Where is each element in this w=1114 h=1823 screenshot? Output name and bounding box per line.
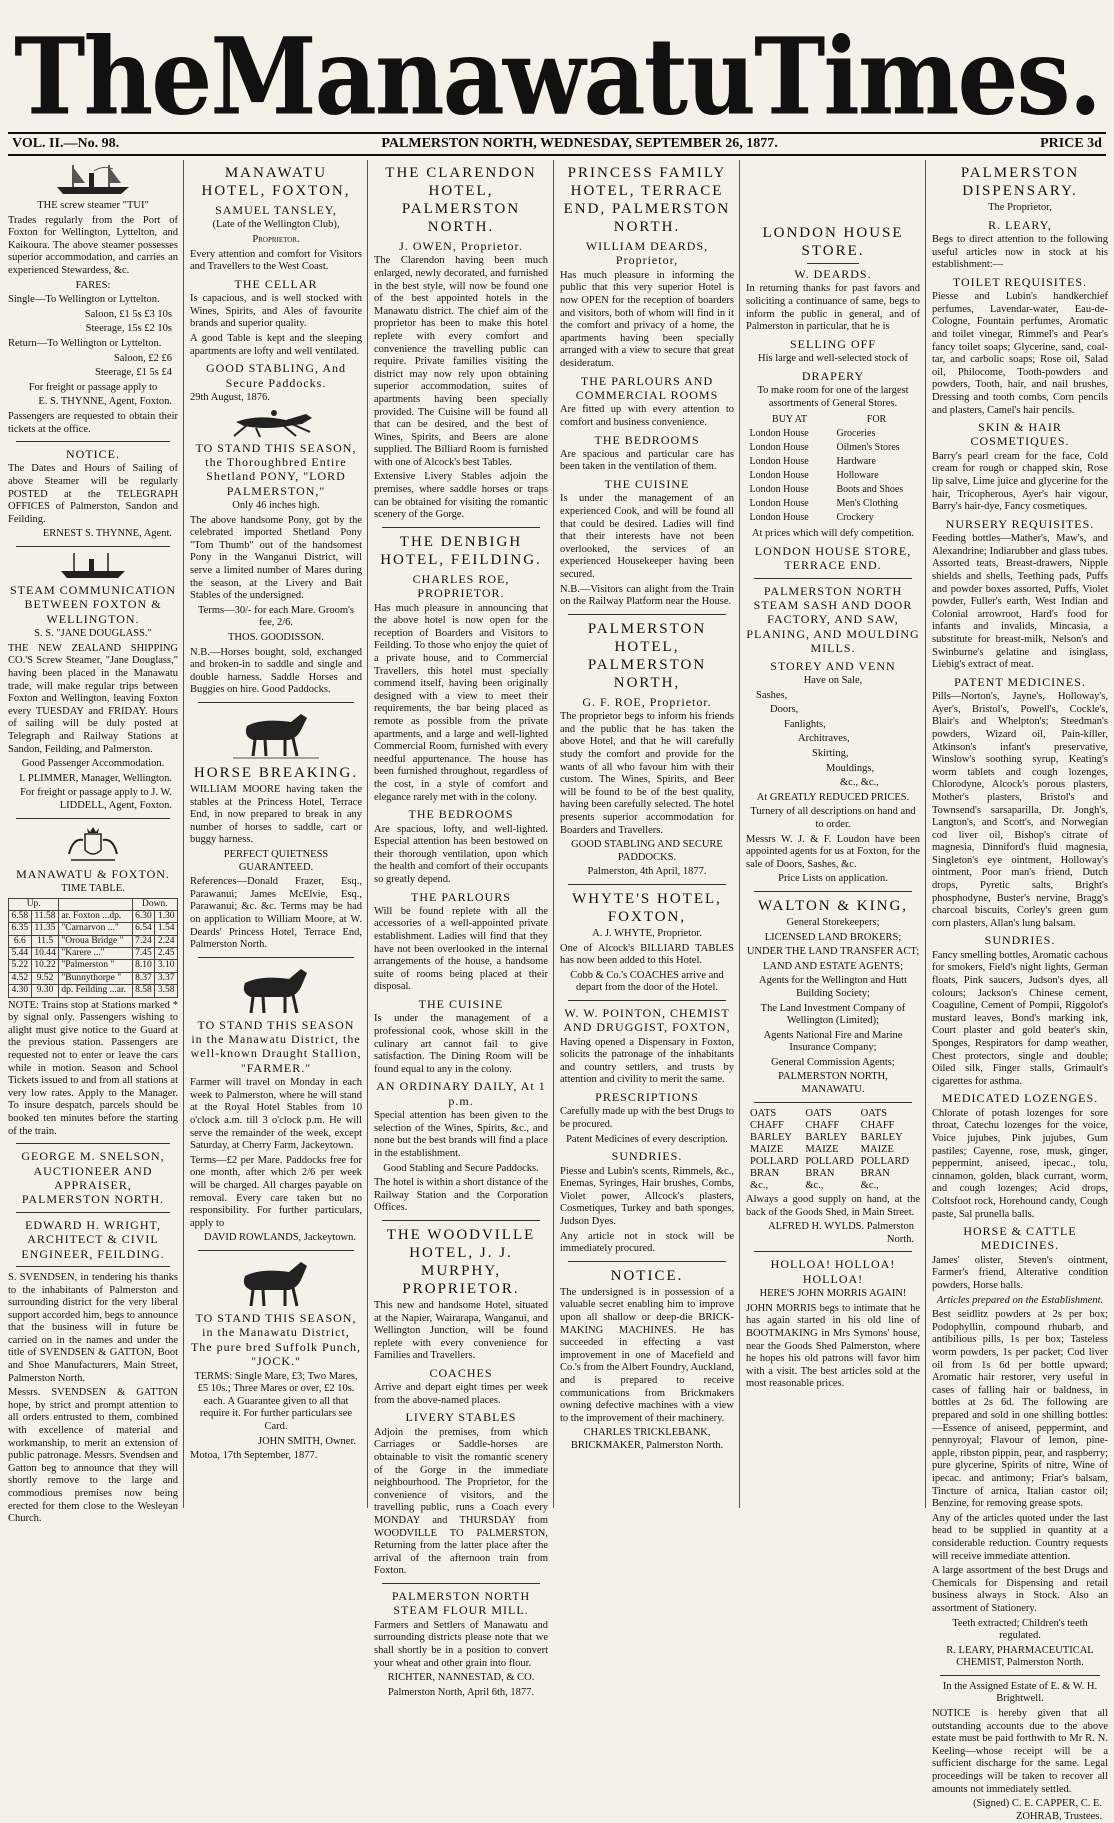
sundries-body: Fancy smelling bottles, Aromatic cachous for smokers, Field's night lights, German floats, Pink saucers, Judson's dyes, all colours; Jackson's Chinese cement, Coaguline, Cement of Pompii, Riggolot's mustard leaves, Bond's marking ink, Court plaster and gold beater's skin, Sponges, Respirators for damp weather, Chest protectors, single and double; Oiled silk, Finger stalls, Grimault's cigarettes for asthma. [932, 949, 1108, 1087]
list-item: Agents National Fire and Marine Insurance Company; [763, 1029, 903, 1054]
cellar-body: Is capacious, and is well stocked with Wines, Spirits, and Ales of favourite brands and superior quality. [190, 293, 362, 330]
turnery-note: Turnery of all descriptions on hand and to order. [750, 806, 916, 830]
list-item: London House [749, 470, 809, 482]
list-item: LICENSED LAND BROKERS; [764, 931, 902, 943]
stallion-icon [231, 963, 321, 1015]
attention-note: Every attention and comfort for Visitors and Travellers to the West Coast. [190, 248, 362, 273]
draught-horse-icon [231, 708, 321, 760]
sundries-body: Piesse and Lubin's scents, Rimmels, &c., Enemas, Syringes, Hair brushes, Combs, Violet power, Allcock's plasters, Cosmetiques, Turkey and bath sponges, Judson Dyes. [560, 1165, 734, 1227]
prices-note: To make room for one of the largest assortments of General Stores. [757, 385, 909, 409]
cobb-note: Cobb & Co.'s COACHES arrive and depart from the door of the Hotel. [570, 969, 724, 994]
list-item: &c., &c., [840, 777, 879, 789]
sundries-title: SUNDRIES. [611, 1149, 683, 1164]
bedrooms-body: Are spacious and particular care has been taken in the ventilation of them. [560, 448, 734, 473]
column-rule [367, 160, 368, 1508]
price: PRICE 3d [1040, 136, 1102, 151]
sundries-title: SUNDRIES. [984, 933, 1056, 948]
tricklebank-signature: CHARLES TRICKLEBANK, BRICKMAKER, Palmerston North. [570, 1427, 724, 1451]
list-item: UNDER THE LAND TRANSFER ACT; [746, 946, 920, 958]
london-house-list [746, 412, 920, 526]
fare-line: Steerage, 15s £2 10s [85, 323, 172, 335]
fare-line: Single—To Wellington or Lyttelton. [8, 294, 160, 306]
skin-title: SKIN & HAIR COSMETIQUES. [970, 420, 1070, 449]
masthead-word-the: The [14, 14, 211, 139]
dispensary-body: Begs to direct attention to the following useful articles now in stock at his establishment:— [932, 233, 1108, 271]
divider [382, 1220, 540, 1221]
column-rule [553, 160, 554, 1508]
list-item: London House [749, 456, 809, 468]
railway-title: MANAWATU & FOXTON. [16, 866, 170, 881]
divider [568, 1261, 726, 1262]
ordinary-note: AN ORDINARY DAILY, At 1 p.m. [376, 1079, 546, 1108]
divider [807, 263, 859, 264]
cattle-title: HORSE & CATTLE MEDICINES. [963, 1224, 1077, 1253]
quantity-note: Any of the articles quoted under the last head to be supplied in quantity at a considerable reduction. Country requests will receive immediate attention. [932, 1512, 1108, 1562]
snelson-ad: GEORGE M. SNELSON, AUCTIONEER AND APPRAISER, PALMERSTON NORTH. [21, 1149, 165, 1207]
toilet-title: TOILET REQUISITES. [952, 274, 1088, 289]
column-5 [742, 160, 924, 1508]
pony-height: Only 46 inches high. [232, 500, 320, 512]
cattle-body: James' olister, Steven's ointment, Farmer's friend, Alterative condition powders, Horse balls. [932, 1254, 1108, 1292]
masthead-word-times: Times. [753, 14, 1100, 139]
owen-name: J. OWEN, Proprietor. [399, 239, 523, 253]
table-note: A good Table is kept and the sleeping apartments are lofty and well ventilated. [190, 332, 362, 357]
masthead [0, 0, 1114, 139]
princess-hotel-title: PRINCESS FAMILY HOTEL, TERRACE END, PALMERSTON NORTH. [563, 165, 731, 235]
table-row: 6.35 11.35 "Carnarvon ..." 6.54 1.54 [9, 923, 178, 935]
timetable-note: NOTE: Trains stop at Stations marked * by signal only. Passengers wishing to alight must give notice to the Guard at the previous station. Passengers are requested not to enter or leave the cars while in motion. Season and School Tickets issued to and from all stations at very low rates. Apply to the Manager. To insure despatch, parcels should be booked ten minutes before the starting of the train. [8, 999, 178, 1137]
divider [16, 1143, 170, 1144]
whytes-hotel-title: WHYTE'S HOTEL, FOXTON, [572, 890, 722, 925]
establishment-title: Articles prepared on the Establishment. [936, 1294, 1104, 1306]
teeth-note: Teeth extracted; Children's teeth regulated. [952, 1617, 1088, 1642]
divider [754, 1251, 912, 1252]
morris-title: HERE'S JOHN MORRIS AGAIN! [759, 1288, 907, 1300]
list-item: London House [749, 428, 809, 440]
list-item: London House [749, 442, 809, 454]
list-item: PALMERSTON NORTH, MANAWATU. [778, 1071, 888, 1096]
notice-title: NOTICE. [610, 1267, 684, 1284]
table-row: 4.52 9.52 "Bunnythorpe " 8.37 3.37 [9, 972, 178, 984]
sash-factory-title: PALMERSTON NORTH STEAM SASH AND DOOR FACTORY, AND SAW, PLANING, AND MOULDING MILLS. [746, 583, 920, 656]
nursery-title: NURSERY REQUISITES. [945, 516, 1095, 531]
palmerston-hotel-title: PALMERSTON HOTEL, PALMERSTON NORTH, [587, 620, 707, 691]
estate-notice: NOTICE is hereby given that all outstanding accounts due to the above estate must be paid forthwith to Mr R. N. Keeling—whose receipt will be a sufficient discharge for the same. Legal proceedings will be taken to recover all amounts not immediately settled. [932, 1708, 1108, 1795]
list-item: Have on Sale, [803, 675, 863, 687]
divider [568, 614, 726, 615]
coaches-title: COACHES [429, 1365, 493, 1380]
palmerston-stabling: GOOD STABLING AND SECURE PADDOCKS. [571, 839, 723, 863]
trustees-signature: (Signed) C. E. CAPPER, C. E. ZOHRAB, Trustees. [973, 1798, 1102, 1822]
cuisine-title: THE CUISINE [604, 477, 690, 492]
wright-ad: EDWARD H. WRIGHT, ARCHITECT & CIVIL ENGINEER, FEILDING. [21, 1217, 165, 1261]
denbigh-body: Has much pleasure in announcing that the above hotel is now open for the reception of Boarders and Visitors to Feilding. To those who enjoy the quiet of a private house, and to Commercial Travellers, this hotel must specially commend itself, having been originally designed with a view to meet their requirements, the bar being placed as remote as possible from the private apartments, and a large and well-lighted Commercial Room, furnished with every needful appurtenance. The house has been furnished throughout, regardless of the cost, in a style of comfort and elegance rarely met with in the colony. [374, 602, 548, 803]
nz-shipping-body: THE NEW ZEALAND SHIPPING CO.'S Screw Steamer, "Jane Douglass," having been placed in the Manawatu trade, will make regular trips between Foxton and Wellington, leaving Foxton every TUESDAY and FRIDAY. Hours of sailing will be duly posted at Telegraph and Railway Stations at Sandon, Feilding, and Palmerston. [8, 642, 178, 755]
proprietor-label: The Proprietor, [988, 202, 1052, 213]
fare-line: Return—To Wellington or Lyttelton. [8, 337, 162, 349]
fare-line: Saloon, £1 5s £3 10s [84, 308, 172, 320]
special-note: Special attention has been given to the selection of the Wines, Spirits, &c., and none but the best brands will find a place in the establishment. [374, 1110, 548, 1159]
rowlands-signature: DAVID ROWLANDS, Jackeytown. [203, 1232, 356, 1244]
deards-name: WILLIAM DEARDS, Proprietor, [585, 239, 709, 268]
leary-signature: R. LEARY, PHARMACEUTICAL CHEMIST, Palmerston North. [946, 1644, 1094, 1669]
divider [382, 1583, 540, 1584]
motoa-date: Motoa, 17th September, 1877. [190, 1450, 318, 1462]
tui-body: Trades regularly from the Port of Foxton for Wellington, Lyttelton, and Kaikoura. The above steamer possesses superior accommodation, and carries an experienced Stewardess, &c. [8, 214, 178, 276]
price-lists: Price Lists on application. [778, 873, 888, 885]
list-item: Mouldings, [826, 762, 875, 774]
holloa-title: HOLLOA! HOLLOA! HOLLOA! [770, 1257, 896, 1286]
london-house-body: In returning thanks for past favors and soliciting a continuance of same, begs to inform the public in general, and of Palmerston in particular, that he is [746, 283, 920, 333]
princess-body: Has much pleasure in informing the public that this very superior Hotel is now OPEN for the reception of boarders and visitors, both of whom will find in it the comfort and privacy of a home, the apartments having been specially arranged with a view to secure that great desideratum. [560, 269, 734, 369]
svendsen-ad: S. SVENDSEN, in tendering his thanks to the inhabitants of Palmerston and surrounding district for the very liberal support accorded him, begs to announce that the business will in future be carried on in the names and under the title of SVENDSEN & GATTON, Boot and Shoe Manufacturers, Main Street, Palmerston North. [8, 1271, 178, 1384]
divider [382, 527, 540, 528]
pointon-title: W. W. POINTON, CHEMIST AND DRUGGIST, FOXTON, [563, 1005, 731, 1035]
list-item: Men's Clothing [836, 498, 899, 510]
livery-title: LIVERY STABLES [405, 1410, 517, 1425]
column-rule [183, 160, 184, 1508]
manawatu-hotel-title: MANAWATU HOTEL, FOXTON, [201, 165, 351, 199]
list-item: Groceries [836, 428, 876, 440]
column-6 [928, 160, 1112, 1822]
lozenges-title: MEDICATED LOZENGES. [941, 1091, 1099, 1106]
drugs-note: A large assortment of the best Drugs and Chemicals for Dispensing and retail business always in Stock. Also an assortment of Stationery. [932, 1565, 1108, 1614]
patent-title: PATENT MEDICINES. [954, 674, 1086, 689]
divider [16, 441, 170, 442]
lozenges-body: Chlorate of potash lozenges for sore throat, Catechu lozenges for the voice, Voice jujubes, Pink jujubes, Gum pastiles; Cayenne, rose, musk, ginger, peppermint, aniseed, ipecac., tolu, cinnamon, golden, black currant, worm, and cough lozenges; Acid drops, Coltsfoot rock, Horehound candy, Cough paste, Sal prunella balls. [932, 1107, 1108, 1220]
divider [198, 1250, 354, 1251]
plimmer-signature: I. PLIMMER, Manager, Wellington. [19, 772, 172, 784]
w-deards-name: W. DEARDS. [794, 267, 872, 281]
pony-terms: Terms—30/- for each Mare. Groom's fee, 2/6. [198, 604, 354, 629]
divider [16, 818, 170, 819]
loudon-note: Messrs W. J. & F. Loudon have been appointed agents for us at Foxton, for the sale of Doors, Sashes, &c. [746, 833, 920, 870]
mill-date: Palmerston North, April 6th, 1877. [387, 1686, 535, 1698]
cuisine-title: THE CUISINE [418, 997, 504, 1012]
walton-king-title: WALTON & KING, [757, 897, 909, 914]
column-rule [925, 160, 926, 1508]
roe-name: CHARLES ROE, PROPRIETOR. [412, 571, 510, 601]
woodville-title: THE WOODVILLE HOTEL, J. J. MURPHY, PROPRIETOR. [386, 1226, 536, 1297]
coaches-body: Arrive and depart eight times per week from the above-named places. [374, 1382, 548, 1406]
parlours-body: Will be found replete with all the accessories of a well-appointed private establishment. Ladies will find that they have not been overlooked in the internal arrangements of the house, a handsome suite of rooms being placed at their disposal. [374, 905, 548, 993]
farmer-terms: Terms—£2 per Mare. Paddocks free for one month, after which 2/6 per week will be charged. All charges payable on removal. Every care taken but no responsibility. For further particulars, apply to [190, 1154, 362, 1229]
train-nb: N.B.—Visitors can alight from the Train on the Railway Platform near the House. [560, 583, 734, 608]
dispensary-title: PALMERSTON DISPENSARY. [960, 165, 1080, 199]
palmerston-hotel-body: The proprietor begs to inform his friends and the public that he has taken the above Hotel, and that he will carefully study the comfort and provide for the wants of all who favour him with their custom. The Wines, Spirits, and Beer will be found to be of the best quality, having been carefully selected. The hotel presents superior accommodation for Boarders and Travellers. [560, 711, 734, 836]
suffolk-punch-icon [231, 1256, 321, 1308]
proprietor-label: Proprietor. [252, 233, 300, 245]
notice-title: NOTICE. [66, 447, 120, 462]
pointon-body: Having opened a Dispensary in Foxton, solicits the patronage of the inhabitants and country settlers, and trusts by attention and civility to merit the same. [560, 1036, 734, 1086]
tickets-note: Passengers are requested to obtain their tickets at the office. [8, 410, 178, 435]
parlours-body: Are fitted up with every attention to comfort and business convenience. [560, 404, 734, 428]
list-item: Sashes, [756, 689, 788, 701]
billiard-note: One of Alcock's BILLIARD TABLES has now been added to this Hotel. [560, 942, 734, 967]
goodisson-signature: THOS. GOODISSON. [228, 632, 324, 643]
divider [16, 1266, 170, 1267]
list-item: Crockery [836, 512, 874, 524]
toilet-body: Piesse and Lubin's handkerchief perfumes, Lavendar-water, Eau-de-Cologne, Fountain perfumes, Aromatic and toilet vinegar, Rimmel's and Pear's fancy toilet soaps; Glycerine, sand, coal-tar, and carbolic soaps; Rose oil, Salad oil, Philocome, Tooth-powders and powders, Tooth, hair, and nail brushes, Dressing and tooth combs, Corn pencils and plasters, Camel's hair pencils. [932, 291, 1108, 416]
prescriptions-title: PRESCRIPTIONS [595, 1090, 699, 1105]
patent-note: Patent Medicines of every description. [566, 1133, 728, 1145]
morris-body: JOHN MORRIS begs to intimate that he has again started in his old line of BOOTMAKING in Mrs Symons' house, near the Goods Shed Palmerston, where he hopes his old patrons will favor him with a visit. The best articles sold at the most reasonable prices. [746, 1302, 920, 1390]
parlours-title: THE PARLOURS AND COMMERCIAL ROOMS [575, 373, 719, 402]
gf-roe-name: G. F. ROE, Proprietor. [582, 694, 712, 709]
london-house-address: LONDON HOUSE STORE, TERRACE END. [754, 543, 912, 573]
london-house-title: LONDON HOUSE STORE. [762, 225, 904, 259]
livery-body: Adjoin the premises, from which Carriages or Saddle-horses are obtainable to visit the romantic scenery of the Gorge in the immediate neighbourhood. The Proprietor, for the convenience of visitors, and the travelling public, runs a Coach every MONDAY and THURSDAY from WOODVILLE TO PALMERSTON, Returning from the latter place after the arrival of the afternoon train from Foxton. [374, 1426, 548, 1577]
divider [940, 1675, 1100, 1676]
column-1 [4, 160, 182, 1525]
table-row: 6.6 11.5 "Oroua Bridge " 7.24 2.24 [9, 935, 178, 947]
drapery: DRAPERY [801, 368, 865, 383]
column-4 [556, 160, 738, 1508]
list-item: Boots and Shoes [836, 484, 904, 496]
smith-signature: JOHN SMITH, Owner. [258, 1435, 356, 1447]
tansley-late: (Late of the Wellington Club), [212, 219, 340, 231]
timetable-title: TIME TABLE. [61, 882, 125, 894]
leary-name: R. LEARY, [988, 217, 1052, 232]
bedrooms-title: THE BEDROOMS [594, 432, 700, 447]
flour-mill-body: Farmers and Settlers of Manawatu and surrounding districts please note that we shall shortly be in a position to convert your wheat and other grain into flour. [374, 1619, 548, 1669]
clarendon-body: The Clarendon having been much enlarged, newly decorated, and furnished in the best style, will now be found one of the best appointed hotels in the Manawatu district. The chief aim of the proprietor has been to make this hotel replete with every comfort and convenience the travelling public can require. Private families visiting the district may now rely upon obtaining superior accommodation, suites of apartments having been specially provided. The Cuisine will be found all that can be desired, and the best of Wines, Spirits, and Beers are alone supplied. The Billiard Room is furnished with one of Alcock's best Tables. [374, 255, 548, 468]
horse-breaking-title: HORSE BREAKING. [193, 764, 359, 781]
royal-coat-of-arms-icon [63, 824, 123, 864]
divider [198, 957, 354, 958]
palmerston-date: Palmerston, 4th April, 1877. [587, 866, 707, 878]
cuisine-body: Is under the management of a professional cook, whose skill in the culinary art cannot fail to give satisfaction. The Dining Room will be found equal to any in the colony. [374, 1013, 548, 1075]
ship-name: S. S. "JANE DOUGLASS." [34, 628, 152, 640]
jock-terms: TERMS: Single Mare, £3; Two Mares, £5 10s.; Three Mares or over, £2 10s. each. A Guarantee given to all that require it. For further particulars see Card. [194, 1370, 358, 1432]
parlours-title: THE PARLOURS [411, 889, 511, 904]
list-item: General Commission Agents; [771, 1056, 895, 1068]
hotel-date: 29th August, 1876. [190, 391, 270, 403]
timetable-up-header: Up. [9, 898, 59, 910]
moore-body: WILLIAM MOORE having taken the stables at the Princess Hotel, Terrace End, in now prepared to break in any number of horses to saddle, cart or buggy harness. [190, 783, 362, 846]
jock-heading: TO STAND THIS SEASON, in the Manawatu District, The pure bred Suffolk Punch, "JOCK." [190, 1310, 362, 1369]
steamship-icon [58, 552, 128, 580]
svendsen-ad-2: Messrs. SVENDSEN & GATTON hope, by strict and prompt attention to all orders entrusted to them, combined with excellence of material and workmanship, to merit an extension of public patronage. Messrs. Svendsen and Gatton beg to announce that they will shortly remove to the large and commodious premises now being erected for them close to the Wesleyan Church. [8, 1387, 178, 1525]
list-item: London House [749, 498, 809, 510]
column-3 [370, 160, 552, 1698]
establishment-body: Best seidlitz powders at 2s per box; Podophyllin, compound rhubarb, and antibilious pills, 1s per box; Tasteless worm powders, 1s per packet; Cod liver oil from 1s 6d per bottle upward; Aromatic hair restorer, very useful in cases of falling hair or baldness, in bottles at 2s 6d. The following are prepared and sold in one shilling bottles:—Essence of aniseed, peppermint, and pennyroyal; Flavour of lemon, pine-apple, ribston pippin, pear, and raspberry; pure glycerine, Spirits of nitre, Wine of ipecac. and antimony; Friar's balsam, Tincture of arnica, Italian castor oil; Benzine, for removing grease spots. [932, 1309, 1108, 1510]
notice-signature: ERNEST S. THYNNE, Agent. [42, 528, 172, 540]
patent-body: Pills—Norton's, Jayne's, Holloway's, Ayer's, Bristol's, Powell's, Cockle's, Blair's and Whelpton's; Steedman's powders, Wizard oil, Pain-killer, Atkinson's infant's preservative, Winslow's soothing syrup, Keating's worm tablets and cough lozenges, Chlorodyne, Alcock's porous plasters, Mother's plasters, Bristol's and Townsend's sarsaparilla, Dr. Jongh's, Langton's, and Scott's, and Norwegian cod liver oil, Bishop's citrate of magnesia, Dinniford's fluid magnesia, Singleton's eye ointment, Holloway's ointment, Poor man's friend, Dutch drops, Pyretic salts, Bright's phosphodyne, Buster's nervine, Bragg's charcoal biscuits, Corley's green gum corn plasters, Allan's lung balsam. [932, 691, 1108, 929]
cellar-title: THE CELLAR [234, 276, 318, 291]
pony-body: The above handsome Pony, got by the celebrated imported Shetland Pony "Tom Thumb" out of the handsomest Pony in the Wanganui District, will serve a limited number of Mares during the season, at the Livery and Bait Stables of the undersigned. [190, 514, 362, 602]
stabling-note: Good Stabling and Secure Paddocks. [383, 1162, 539, 1174]
flour-mill-title: PALMERSTON NORTH STEAM FLOUR MILL. [391, 1589, 531, 1618]
list-item: London House [749, 484, 809, 496]
divider [16, 546, 170, 547]
table-row: 5.44 10.44 "Karere ..." 7.45 2.45 [9, 948, 178, 960]
prescriptions-body: Carefully made up with the best Drugs to be procured. [560, 1106, 734, 1131]
fare-line: Saloon, £2 £6 [113, 352, 172, 364]
tansley-name: SAMUEL TANSLEY, [215, 203, 337, 217]
stock-note: His large and well-selected stock of [758, 353, 908, 365]
timetable [8, 898, 178, 998]
brickmaking-notice: The undersigned is in possession of a valuable secret enabling him to improve upon all shallow or deep-die BRICK-MAKING MACHINES. He has succeeded in effecting a vast improvement in one of Macefield and Co.'s from the Albert Foundry, Auckland, and is prepared to receive communications from Brickmakers owning defective machines with a view to the improvement of their machinery. [560, 1286, 734, 1424]
oats-body: Always a good supply on hand, at the back of the Goods Shed, in Main Street. [746, 1194, 920, 1218]
pony-heading: TO STAND THIS SEASON, the Thoroughbred Entire Shetland PONY, "LORD PALMERSTON," [195, 440, 357, 498]
steam-heading: STEAM COMMUNICATION BETWEEN FOXTON & WELLINGTON. [9, 583, 176, 626]
livery-note: Extensive Livery Stables adjoin the premises, where saddle horses or traps can be obtained for visiting the romantic scenery of the Gorge. [374, 471, 548, 521]
list-item: Architraves, [798, 733, 850, 745]
list-item: LAND AND ESTATE AGENTS; [762, 960, 904, 972]
list-item: Fanlights, [784, 718, 826, 730]
goodisson-nb: N.B.—Horses bought, sold, exchanged and broken-in to saddle and single and double harness. Saddle Horses and Buggies on hire. Good Paddocks. [190, 646, 362, 696]
wylds-signature: ALFRED H. WYLDS. Palmerston North. [768, 1221, 914, 1245]
racehorse-icon [216, 408, 336, 438]
masthead-word-manawatu: Manawatu [210, 14, 754, 139]
list-item: Hardware [836, 456, 876, 468]
notice-body: The Dates and Hours of Sailing of above Steamer will be regularly POSTED at the TELEGRAPH OFFICES of Palmerston, Sandon and Feilding. [8, 463, 178, 525]
woodville-body: This new and handsome Hotel, situated at the Napier, Wairarapa, Wanganui, and Wellington Junction, will be found replete with every convenience for Families and Travellers. [374, 1299, 548, 1362]
list-item: The Land Investment Company of Wellington (Limited); [760, 1002, 906, 1027]
fare-line: Steerage, £1 5s £4 [95, 367, 172, 379]
column-2 [186, 160, 366, 1508]
divider [754, 891, 912, 892]
divider [754, 1102, 912, 1103]
list-item: London House [749, 512, 809, 524]
whyte-proprietor: A. J. WHYTE, Proprietor. [592, 927, 702, 939]
skin-body: Barry's pearl cream for the face, Cold cream for rough or chapped skin, Rose lip salve, Lime juice and glycerine for the hair, Tricopherous, Ayer's hair vigour, Barry's hair-dye, Fancy cosmetiques. [932, 450, 1108, 513]
quietness-note: PERFECT QUIETNESS GUARANTEED. [223, 848, 329, 873]
volume-number: VOL. II.—No. 98. [12, 136, 120, 151]
reduced-prices: At GREATLY REDUCED PRICES. [756, 791, 910, 803]
list-item: Oilmen's Stores [836, 442, 900, 454]
buy-at-label: BUY AT [772, 414, 807, 426]
oats-grid: OATS OATS OATS CHAFF CHAFF CHAFF BARLEY BARLEY BARLEY MAIZE MAIZE MAIZE POLLARD POLLARD POLLARD BRAN BRAN BRAN &c., &c., &c., [750, 1107, 910, 1192]
timetable-down-header: Down. [132, 898, 177, 910]
denbigh-title: THE DENBIGH HOTEL, FEILDING. [380, 533, 542, 568]
farmer-body: Farmer will travel on Monday in each week to Palmerston, where he will stand at the Royal Hotel Stables from 10 o'clock a.m. till 3 o'clock p.m. He will serve the remainder of the week, except Saturday, at Cherry Farm, Jackeytown. [190, 1077, 362, 1152]
bedrooms-body: Are spacious, lofty, and well-lighted. Especial attention has been bestowed on their thorough ventilation, upon which the health and comfort of their occupants so greatly depend. [374, 823, 548, 885]
selling-off: SELLING OFF [789, 336, 876, 351]
distance-note: The hotel is within a short distance of the Railway Station and the Corporation Offices. [374, 1177, 548, 1214]
list-item: Agents for the Wellington and Hutt Building Society; [759, 975, 907, 999]
clarendon-title: THE CLARENDON HOTEL, PALMERSTON NORTH. [385, 165, 537, 235]
storey-venn: STOREY AND VENN [770, 658, 896, 673]
richter-signature: RICHTER, NANNESTAD, & CO. [387, 1672, 535, 1684]
cuisine-body: Is under the management of an experienced Cook, and will be found all that could be desired. Ladies will find that their interests have not been overlooked, the services of an experienced Housekeeper having been secured. [560, 493, 734, 581]
steamship-icon [53, 163, 133, 197]
list-item: Holloware [836, 470, 879, 482]
divider [16, 1212, 170, 1213]
farmer-heading: TO STAND THIS SEASON in the Manawatu District, the well-known Draught Stallion, "FARMER." [190, 1017, 362, 1075]
nursery-body: Feeding bottles—Mather's, Maw's, and Alexandrine; Indiarubber and glass tubes. Assorted teats, Breast-drawers, Nipple shields and shells, Teething pads, Puffs and powder boxes assorted, Puffs, Violet powder, Fuller's earth, West Indian and Colonial arrowroot, Hard's food for infants and invalids, Mincasia, a substitute for breast-milk, Nelson's and Swinburne's gelatine and isinglass, Liebig's extract of meat. [932, 533, 1108, 671]
divider [568, 884, 726, 885]
for-label: FOR [866, 414, 887, 426]
list-item: Skirting, [812, 748, 849, 760]
place-date: PALMERSTON NORTH, WEDNESDAY, SEPTEMBER 26, 1877. [381, 136, 778, 151]
table-row: 5.22 10.22 "Palmerston " 8.10 3.10 [9, 960, 178, 972]
defy-note: At prices which will defy competition. [751, 528, 915, 540]
divider [198, 702, 354, 703]
divider [568, 1000, 726, 1001]
tui-heading: THE screw steamer "TUI" [37, 200, 149, 211]
dateline [8, 132, 1106, 156]
liddell-signature: For freight or passage apply to J. W. LIDDELL, Agent, Foxton. [20, 787, 172, 811]
fares-title: FARES: [75, 279, 111, 291]
estate-title: In the Assigned Estate of E. & W. H. Brightwell. [942, 1680, 1098, 1705]
list-item: Doors, [770, 704, 799, 716]
column-rule [739, 160, 740, 1508]
table-row: 4.30 9.30 dp. Feilding ...ar. 8.58 3.58 [9, 985, 178, 997]
bedrooms-title: THE BEDROOMS [408, 807, 514, 822]
tui-agent: E. S. THYNNE, Agent, Foxton. [38, 396, 172, 408]
stabling-note: GOOD STABLING, And Secure Paddocks. [205, 361, 347, 390]
table-row: 6.58 11.58 ar. Foxton ...dp. 6.30 1.30 [9, 910, 178, 922]
any-article-note: Any article not in stock will be immediately procured. [560, 1230, 734, 1255]
list-item: General Storekeepers; [786, 916, 880, 928]
divider [754, 578, 912, 579]
passenger-note: Good Passenger Accommodation. [21, 758, 165, 770]
references: References—Donald Frazer, Esq., Parawanui; James McElvie, Esq., Parawanui; &c. &c. Terms may be had on application to William Moore, at W. Deards' Princess Hotel, Terrace End, Palmerston North. [190, 876, 362, 951]
freight-note: For freight or passage apply to [28, 381, 158, 393]
